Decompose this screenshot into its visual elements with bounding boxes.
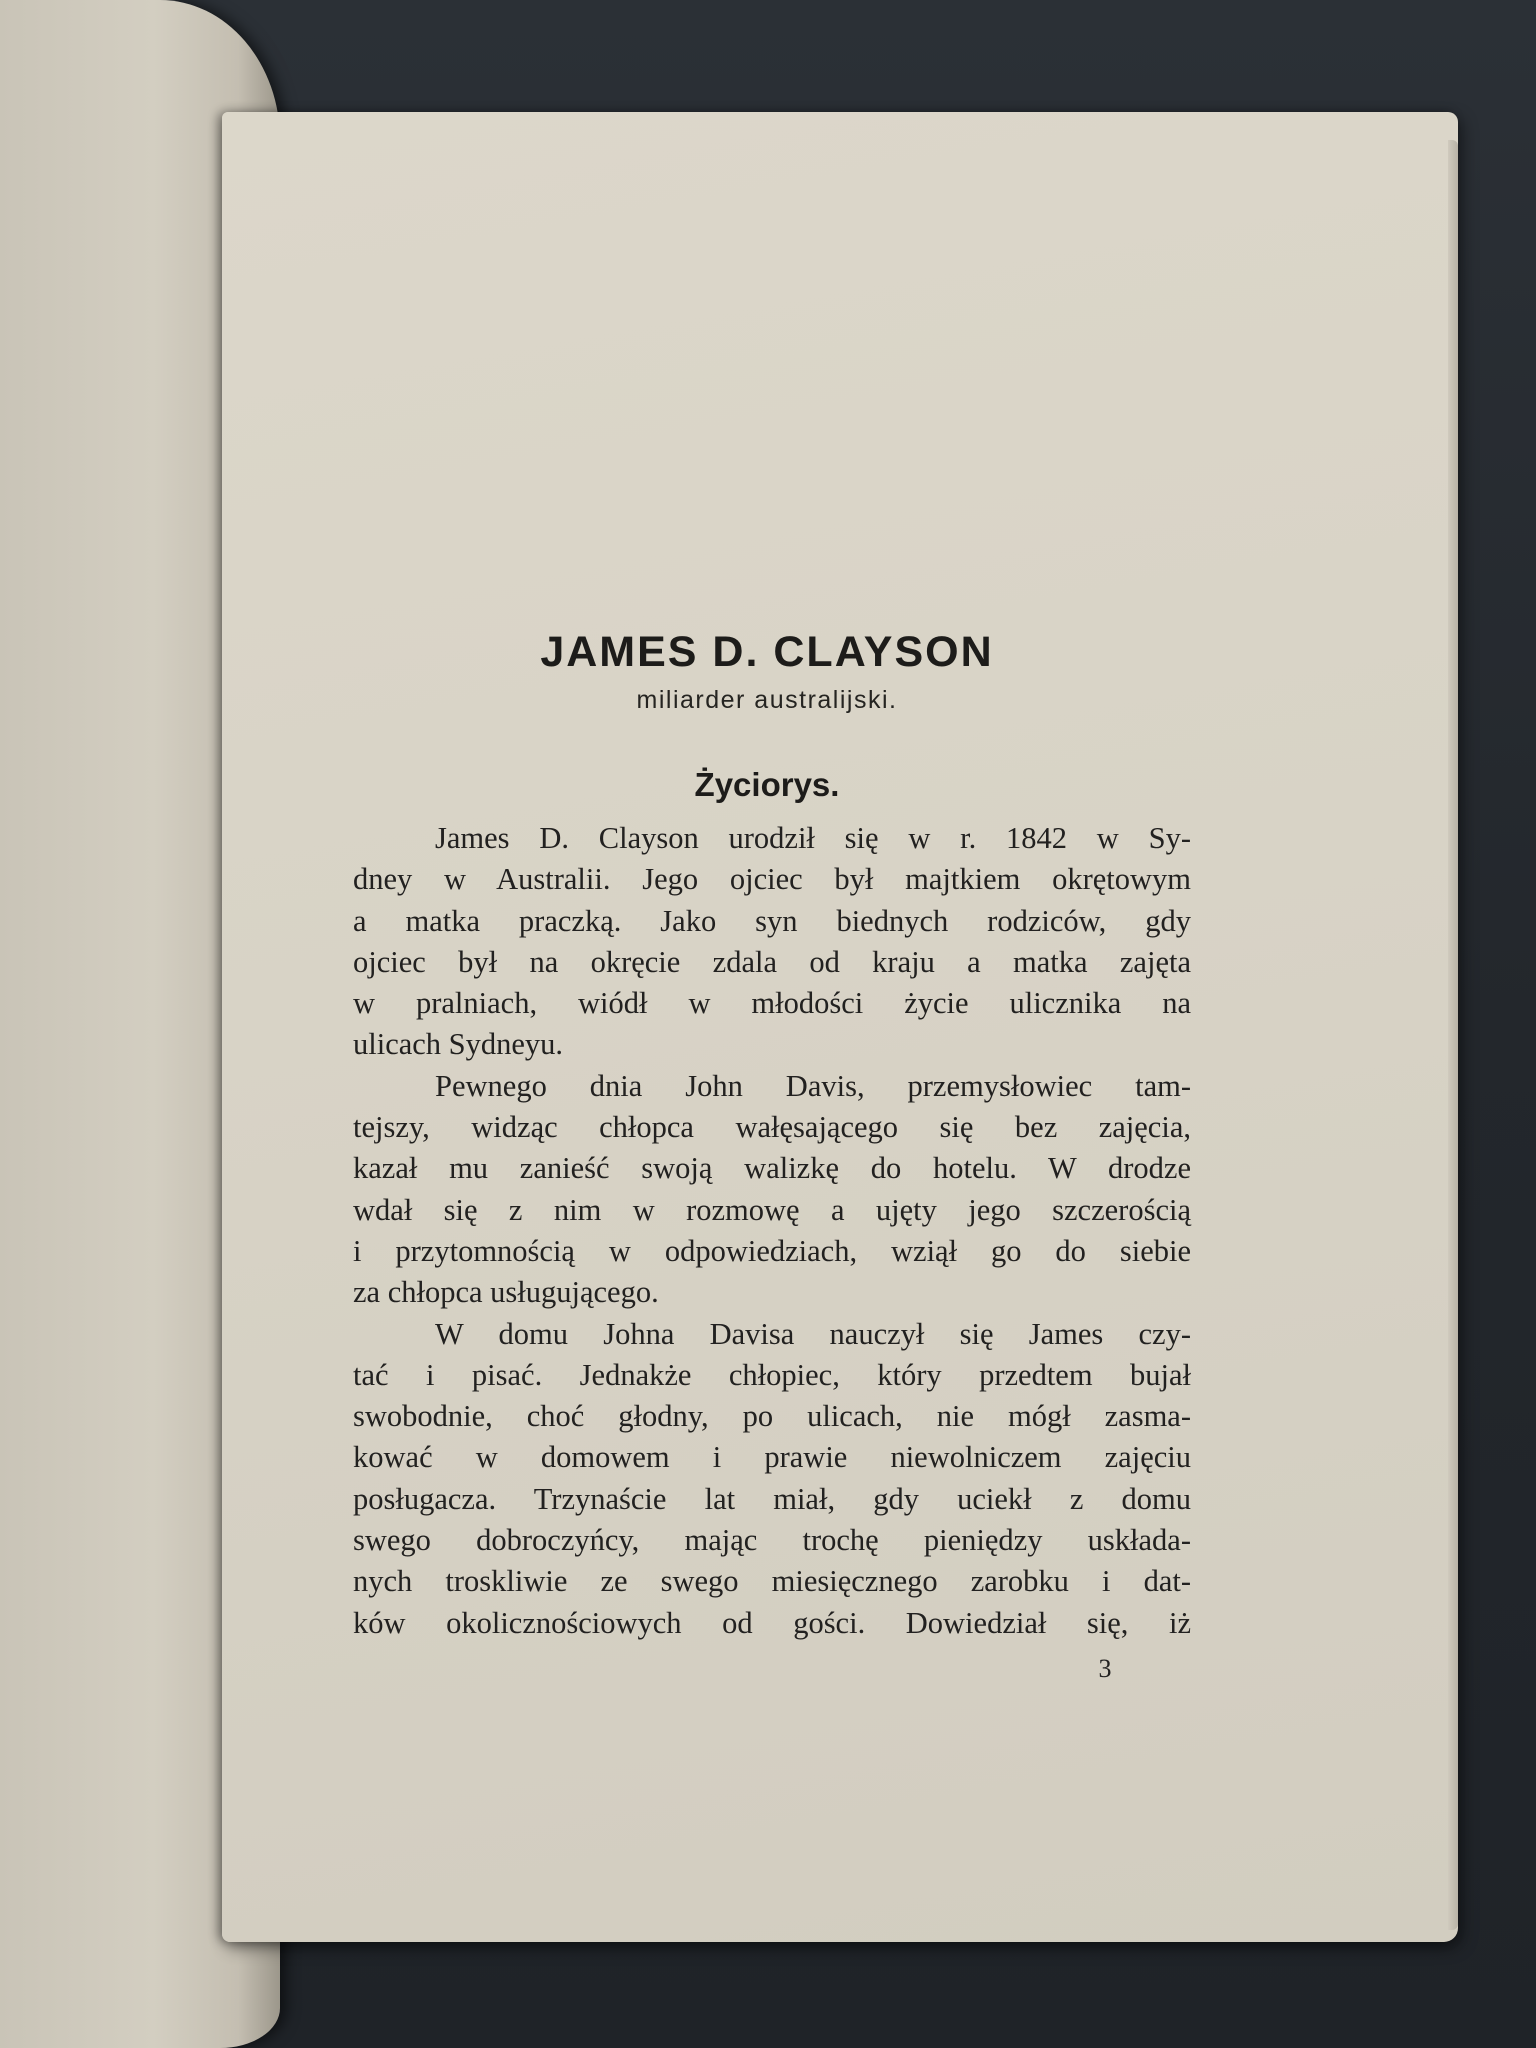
- text-line: i przytomnością w odpowiedziach, wziął go do siebie: [353, 1233, 1191, 1268]
- text-line: ulicach Sydneyu.: [353, 1027, 564, 1062]
- text-line: James D. Clayson urodził się w r. 1842 w Sy-: [435, 821, 1191, 855]
- text-line: swego dobroczyńcy, mając trochę pieniędzy uskłada-: [353, 1523, 1191, 1558]
- text-line: w pralniach, wiódł w młodości życie ulicznika na: [353, 986, 1191, 1021]
- text-line: posługacza. Trzynaście lat miał, gdy uciekł z domu: [353, 1481, 1191, 1516]
- text-line: dney w Australii. Jego ojciec był majtkiem okrętowym: [353, 862, 1191, 897]
- page-number: 3: [1098, 1654, 1112, 1683]
- text-line: kazał mu zanieść swoją walizkę do hotelu. W drodze: [353, 1151, 1191, 1186]
- text-line: ków okolicznościowych od gości. Dowiedział się, iż: [353, 1605, 1191, 1640]
- text-line: Pewnego dnia John Davis, przemysłowiec tam-: [435, 1068, 1191, 1103]
- text-line: kować w domowem i prawie niewolniczem zajęciu: [353, 1440, 1191, 1475]
- text-line: tać i pisać. Jednakże chłopiec, który przedtem bujał: [353, 1357, 1191, 1392]
- section-heading: Życiorys.: [694, 766, 840, 803]
- text-line: W domu Johna Davisa nauczył się James czy-: [435, 1316, 1191, 1351]
- text-line: wdał się z nim w rozmowę a ujęty jego szczerością: [353, 1192, 1191, 1227]
- page-edge: [1448, 140, 1458, 1930]
- text-line: a matka praczką. Jako syn biednych rodziców, gdy: [353, 903, 1191, 938]
- text-line: ojciec był na okręcie zdala od kraju a matka zajęta: [353, 944, 1191, 979]
- text-line: nych troskliwie ze swego miesięcznego zarobku i dat-: [353, 1564, 1191, 1599]
- document-subtitle: miliarder australijski.: [636, 686, 898, 714]
- document-title: JAMES D. CLAYSON: [540, 628, 994, 676]
- text-line: tejszy, widząc chłopca wałęsającego się bez zajęcia,: [353, 1110, 1191, 1145]
- body-text: [353, 818, 1191, 1644]
- text-line: za chłopca usługującego.: [353, 1275, 659, 1310]
- text-line: swobodnie, choć głodny, po ulicach, nie mógł zasma-: [353, 1399, 1191, 1434]
